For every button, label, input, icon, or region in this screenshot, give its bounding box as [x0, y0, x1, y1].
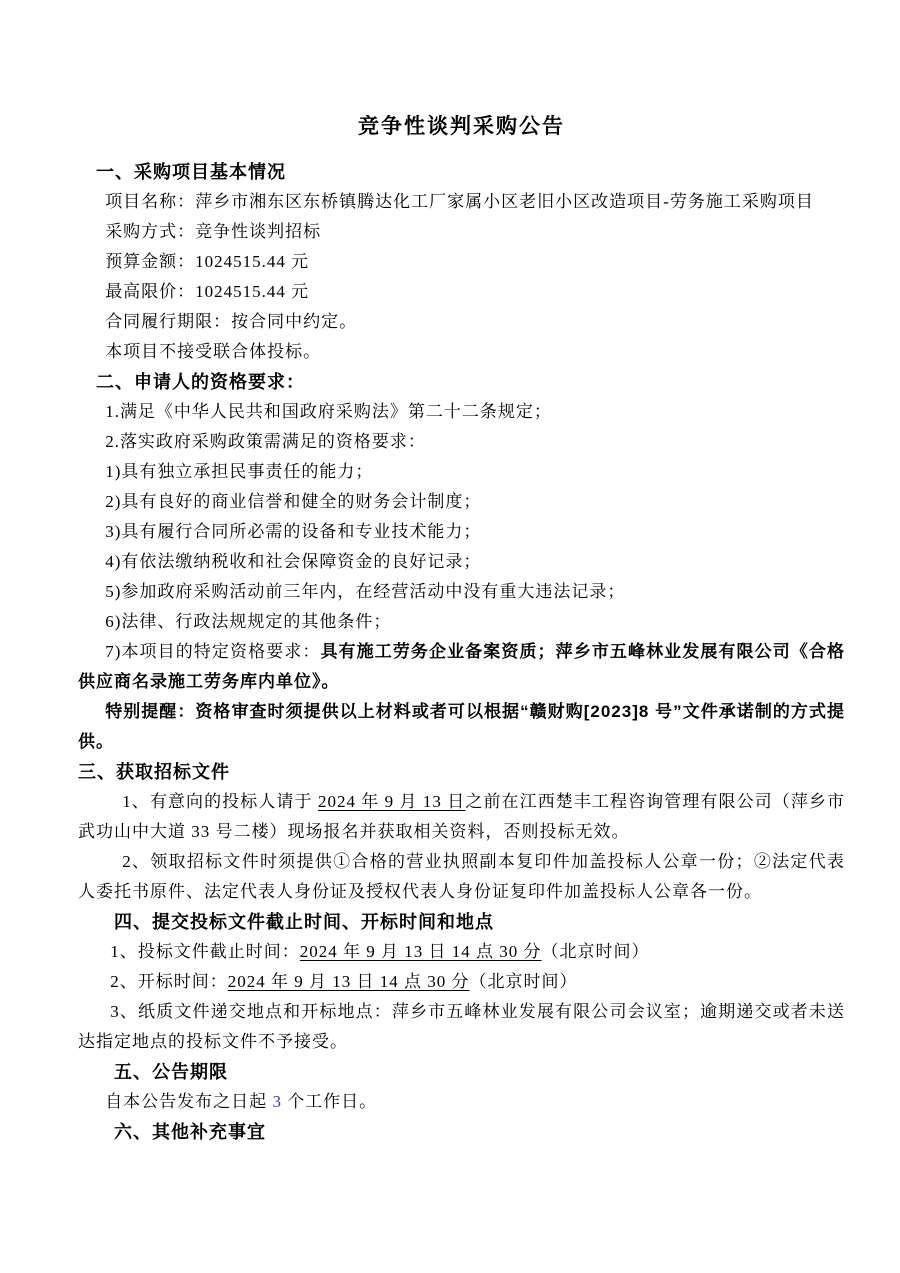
text-segment-normal: 自本公告发布之日起: [105, 1092, 273, 1111]
text-segment-normal: 5)参加政府采购活动前三年内，在经营活动中没有重大违法记录；: [105, 582, 626, 601]
paragraph: [78, 967, 845, 997]
text-segment-normal: 1.满足《中华人民共和国政府采购法》第二十二条规定；: [105, 402, 552, 421]
section-heading: 二、申请人的资格要求：: [96, 372, 305, 392]
paragraph: [78, 787, 845, 847]
text-segment-normal: 项目名称：萍乡市湘东区东桥镇腾达化工厂家属小区老旧小区改造项目-劳务施工采购项目: [105, 192, 814, 211]
paragraph: [78, 547, 845, 577]
paragraph: [78, 1087, 845, 1117]
text-segment-underline: 2024 年 9 月 13 日 14 点 30 分: [299, 942, 542, 961]
paragraph: [78, 487, 845, 517]
paragraph: [78, 637, 845, 697]
section-heading: 六、其他补充事宜: [114, 1122, 266, 1142]
document-body: [78, 157, 845, 1147]
text-segment-underline: 2024 年 9 月 13 日: [317, 792, 466, 811]
paragraph: [78, 337, 845, 367]
section-heading: 三、获取招标文件: [78, 762, 230, 782]
section-heading: 四、提交投标文件截止时间、开标时间和地点: [114, 912, 494, 932]
paragraph: [78, 997, 845, 1057]
text-segment-normal: 最高限价：1024515.44 元: [105, 282, 310, 301]
text-segment-normal: 2、开标时间：: [110, 972, 228, 991]
text-segment-normal: 2)具有良好的商业信誉和健全的财务会计制度；: [105, 492, 482, 511]
paragraph: [78, 307, 845, 337]
paragraph: [78, 457, 845, 487]
text-segment-normal: 6)法律、行政法规规定的其他条件；: [105, 612, 392, 631]
text-segment-normal: 3、纸质文件递交地点和开标地点：萍乡市五峰林业发展有限公司会议室；逾期递交或者未送达指定地点的投标文件不予接受。: [78, 1002, 845, 1051]
paragraph: [78, 577, 845, 607]
text-segment-normal: 1)具有独立承担民事责任的能力；: [105, 462, 374, 481]
paragraph: [78, 847, 845, 907]
paragraph: [78, 427, 845, 457]
text-segment-normal: 2.落实政府采购政策需满足的资格要求：: [105, 432, 426, 451]
text-segment-normal: 采购方式：竞争性谈判招标: [105, 222, 322, 241]
paragraph: [78, 517, 845, 547]
text-segment-normal: 1、投标文件截止时间：: [110, 942, 300, 961]
text-segment-normal: 之前在江西楚丰工程咨询管理有限公司（萍乡市武功山中大道 33 号二楼）现场报名并获取相关资料，否则投标无效。: [78, 792, 846, 841]
paragraph: [78, 397, 845, 427]
paragraph: [78, 187, 845, 217]
text-segment-normal: 4)有依法缴纳税收和社会保障资金的良好记录；: [105, 552, 482, 571]
text-segment-normal: 本项目不接受联合体投标。: [105, 342, 322, 361]
paragraph: [78, 937, 845, 967]
text-segment-normal: 个工作日。: [281, 1092, 378, 1111]
text-segment-underline: 2024 年 9 月 13 日 14 点 30 分: [227, 972, 470, 991]
paragraph: [78, 607, 845, 637]
text-segment-bold: 具有施工劳务企业备案资质；萍乡市五峰林业发展有限公司《合格供应商名录施工劳务库内单位》。: [78, 642, 846, 691]
text-segment-normal: （北京时间）: [541, 942, 650, 961]
document-title: 竞争性谈判采购公告: [358, 115, 565, 138]
paragraph: [78, 277, 845, 307]
text-segment-normal: （北京时间）: [469, 972, 578, 991]
text-segment-normal: 3)具有履行合同所必需的设备和专业技术能力；: [105, 522, 482, 541]
text-segment-normal: 7)本项目的特定资格要求：: [105, 642, 321, 661]
text-segment-blue: 3: [272, 1092, 282, 1111]
text-segment-bold: 特别提醒：资格审查时须提供以上材料或者可以根据“赣财购[2023]8 号”文件承诺制的方式提供。: [78, 702, 845, 751]
text-segment-normal: 1、有意向的投标人请于: [122, 792, 318, 811]
section-heading: 五、公告期限: [114, 1062, 228, 1082]
text-segment-normal: 合同履行期限：按合同中约定。: [105, 312, 358, 331]
text-segment-normal: 2、领取招标文件时须提供①合格的营业执照副本复印件加盖投标人公章一份；②法定代表人委托书原件、法定代表人身份证及授权代表人身份证复印件加盖投标人公章各一份。: [78, 852, 845, 901]
section-heading: 一、采购项目基本情况: [96, 162, 286, 182]
paragraph: [78, 697, 845, 757]
paragraph: [78, 247, 845, 277]
text-segment-normal: 预算金额：1024515.44 元: [105, 252, 310, 271]
paragraph: [78, 217, 845, 247]
